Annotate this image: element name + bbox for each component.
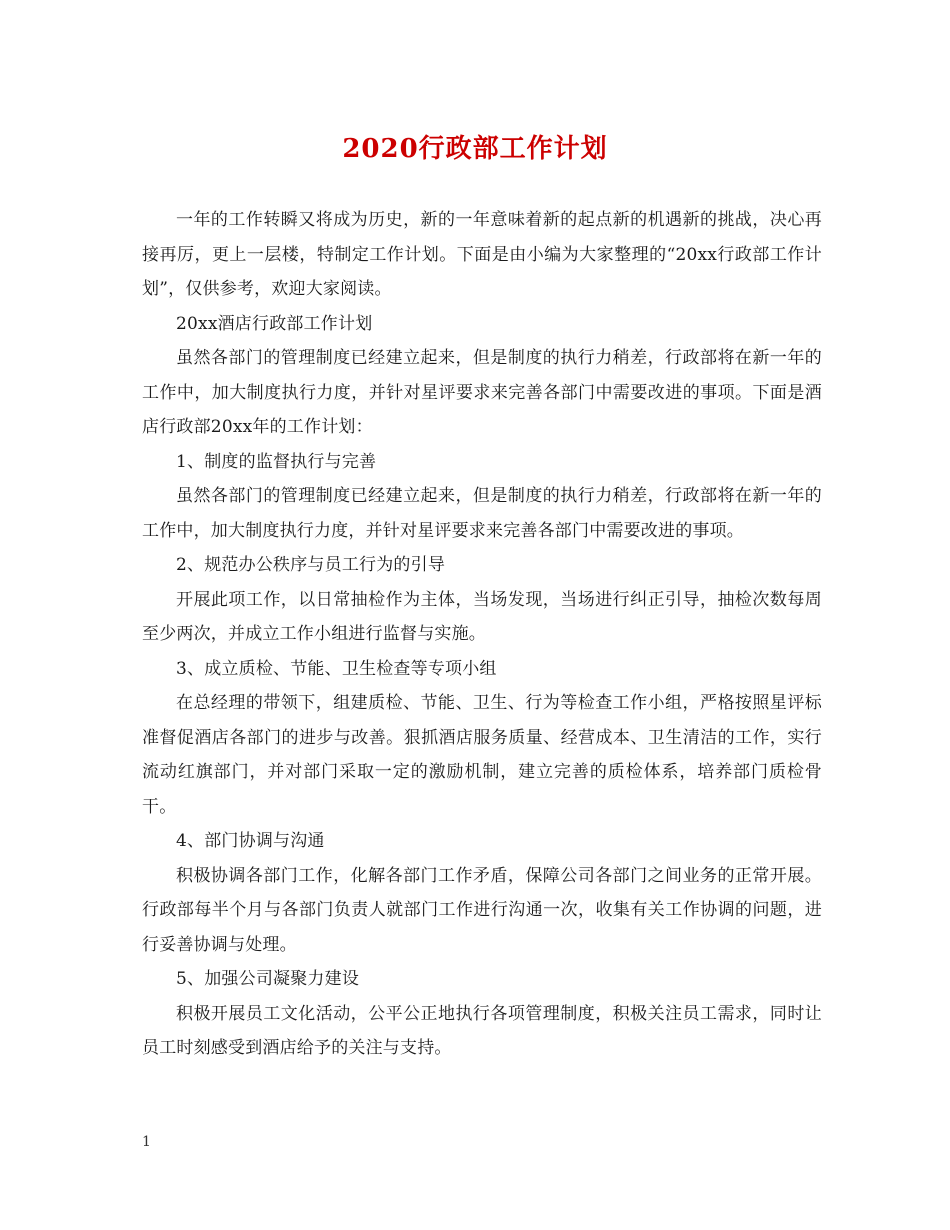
- paragraph-section-1: 虽然各部门的管理制度已经建立起来，但是制度的执行力稍差，行政部将在新一年的工作中，加大制度执行力度，并针对星评要求来完善各部门中需要改进的事项。: [142, 486, 822, 541]
- document-body: [142, 203, 822, 1066]
- section-heading-5: 5、加强公司凝聚力建设: [176, 969, 360, 989]
- section-heading-2: 2、规范办公秩序与员工行为的引导: [176, 555, 446, 575]
- section-heading-3: 3、成立质检、节能、卫生检查等专项小组: [176, 658, 497, 679]
- paragraph-section-3: 在总经理的带领下，组建质检、节能、卫生、行为等检查工作小组，严格按照星评标准督促酒店各部门的进步与改善。狠抓酒店服务质量、经营成本、卫生清洁的工作，实行流动红旗部门，并对部门采取一定的激励机制，建立完善的质检体系，培养部门质检骨干。: [142, 693, 822, 817]
- paragraph-overview: 虽然各部门的管理制度已经建立起来，但是制度的执行力稍差，行政部将在新一年的工作中，加大制度执行力度，并针对星评要求来完善各部门中需要改进的事项。下面是酒店行政部20xx年的工作计划：: [142, 348, 822, 437]
- section-heading-4: 4、部门协调与沟通: [176, 831, 325, 851]
- paragraph-intro: 一年的工作转瞬又将成为历史，新的一年意味着新的起点新的机遇新的挑战，决心再接再厉，更上一层楼，特制定工作计划。下面是由小编为大家整理的“20xx行政部工作计划”，仅供参考，欢迎大家阅读。: [142, 210, 822, 299]
- paragraph-section-2: 开展此项工作，以日常抽检作为主体，当场发现，当场进行纠正引导，抽检次数每周至少两次，并成立工作小组进行监督与实施。: [142, 589, 822, 644]
- section-heading-1: 1、制度的监督执行与完善: [176, 451, 377, 472]
- document-title: 2020行政部工作计划: [342, 134, 608, 164]
- paragraph-subtitle: 20xx酒店行政部工作计划: [176, 313, 373, 334]
- page-number: 1: [142, 1134, 151, 1150]
- paragraph-section-5: 积极开展员工文化活动，公平公正地执行各项管理制度，积极关注员工需求，同时让员工时刻感受到酒店给予的关注与支持。: [142, 1003, 822, 1058]
- paragraph-section-4: 积极协调各部门工作，化解各部门工作矛盾，保障公司各部门之间业务的正常开展。行政部每半个月与各部门负责人就部门工作进行沟通一次，收集有关工作协调的问题，进行妥善协调与处理。: [142, 865, 822, 955]
